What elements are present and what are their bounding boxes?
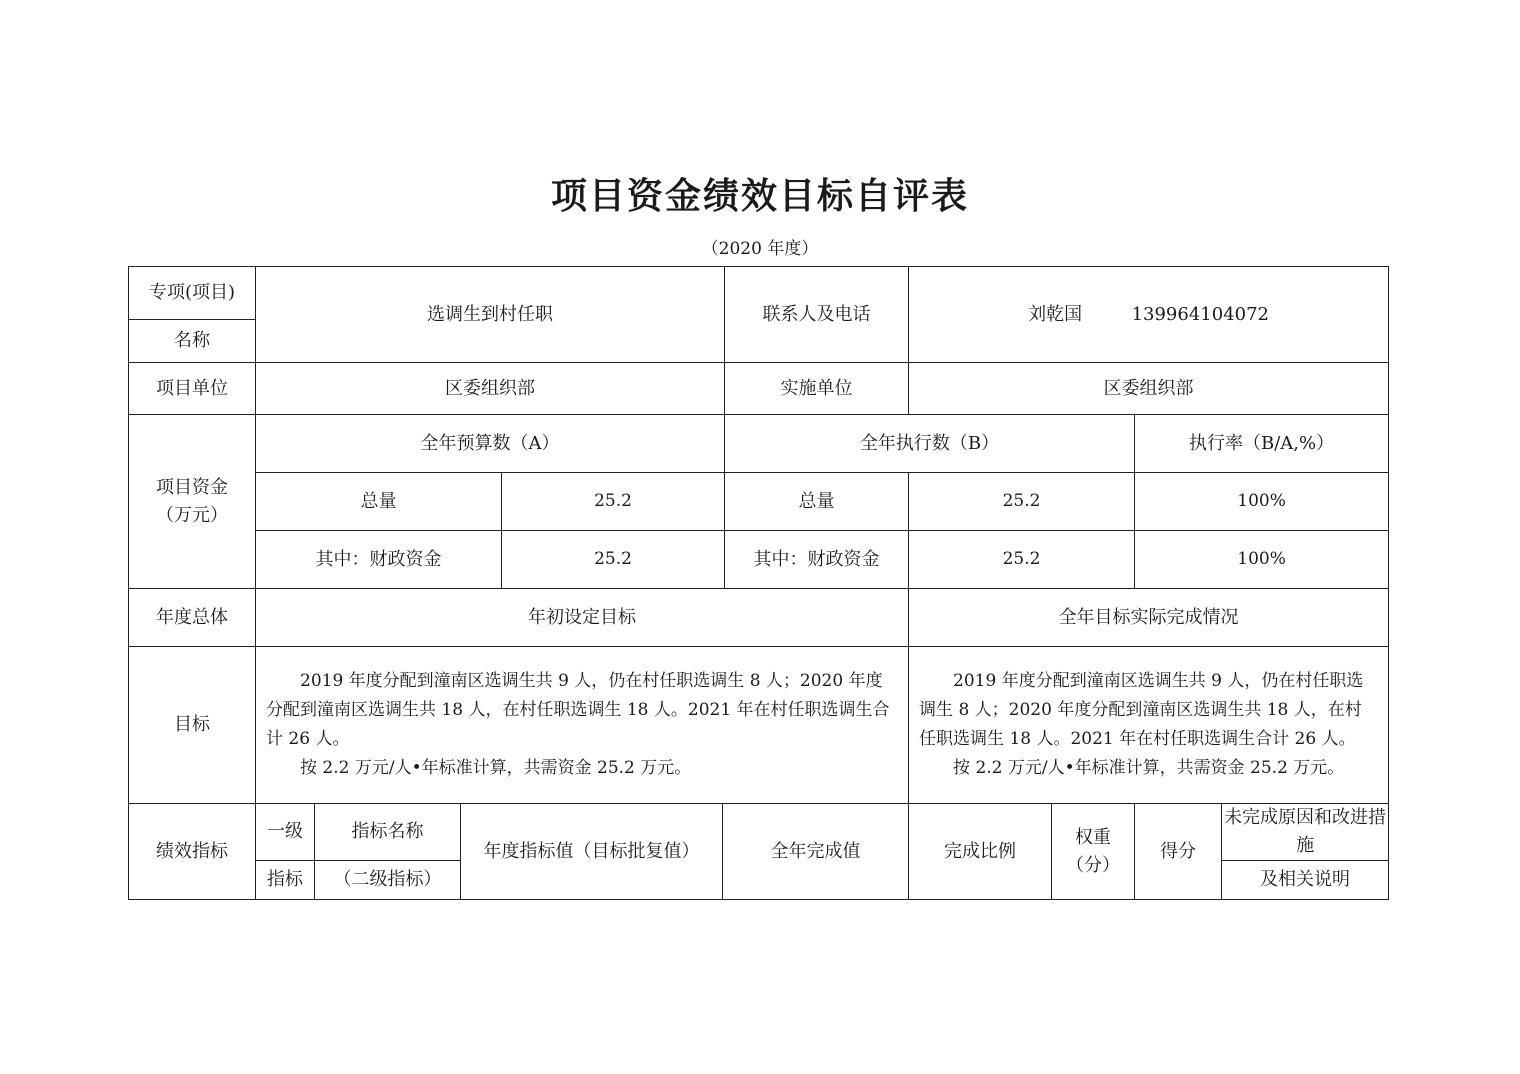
annual-value-header: 年度指标值（目标批复值） xyxy=(461,804,723,900)
reason-a: 未完成原因和改进措施 xyxy=(1222,804,1389,861)
rate-fiscal: 100% xyxy=(1135,531,1389,589)
project-name-label-1: 专项(项目) xyxy=(129,267,256,320)
exec-total-label: 总量 xyxy=(725,473,909,531)
budget-fiscal-label: 其中：财政资金 xyxy=(256,531,502,589)
exec-fiscal: 25.2 xyxy=(909,531,1135,589)
project-unit-label: 项目单位 xyxy=(129,363,256,415)
budget-total-label: 总量 xyxy=(256,473,502,531)
actual-p2: 按 2.2 万元/人•年标准计算，共需资金 25.2 万元。 xyxy=(953,758,1345,778)
weight-a: 权重 xyxy=(1075,826,1112,848)
project-name-label-2: 名称 xyxy=(129,320,256,363)
funds-label-1: 项目资金 xyxy=(156,476,228,498)
annual-overall-label: 年度总体 xyxy=(129,589,256,647)
contact-phone: 139964104072 xyxy=(1131,303,1270,325)
initial-target-header: 年初设定目标 xyxy=(256,589,909,647)
indicator-name-a: 指标名称 xyxy=(315,804,461,861)
level1-a: 一级 xyxy=(256,804,315,861)
actual-text xyxy=(909,647,1389,804)
actual-header: 全年目标实际完成情况 xyxy=(909,589,1389,647)
self-evaluation-table xyxy=(128,266,1389,900)
page-subtitle: （2020 年度） xyxy=(701,239,819,259)
initial-target-p2: 按 2.2 万元/人•年标准计算，共需资金 25.2 万元。 xyxy=(300,758,692,778)
exec-total: 25.2 xyxy=(909,473,1135,531)
initial-target-p1: 2019 年度分配到潼南区选调生共 9 人，仍在村任职选调生 8 人；2020 年度分配到潼南区选调生共 18 人，在村任职选调生 18 人。2021 年在村任职选调生合计 26 人。 xyxy=(266,671,890,749)
level1-b: 指标 xyxy=(256,861,315,900)
full-year-value-header: 全年完成值 xyxy=(723,804,909,900)
perf-label: 绩效指标 xyxy=(129,804,256,900)
weight-header xyxy=(1052,804,1135,900)
reason-b: 及相关说明 xyxy=(1222,861,1389,900)
exec-header: 全年执行数（B） xyxy=(725,415,1135,473)
completion-ratio-header: 完成比例 xyxy=(909,804,1052,900)
page-title: 项目资金绩效目标自评表 xyxy=(550,175,969,217)
budget-header: 全年预算数（A） xyxy=(256,415,725,473)
funds-label xyxy=(129,415,256,589)
impl-unit-label: 实施单位 xyxy=(725,363,909,415)
budget-total: 25.2 xyxy=(502,473,725,531)
target-label: 目标 xyxy=(129,647,256,804)
weight-b: （分） xyxy=(1066,854,1121,876)
indicator-name-b: （二级指标） xyxy=(315,861,461,900)
contact-label: 联系人及电话 xyxy=(725,267,909,363)
actual-p1: 2019 年度分配到潼南区选调生共 9 人，仍在村任职选调生 8 人；2020 年度分配到潼南区选调生共 18 人，在村任职选调生 18 人。2021 年在村任职选调生合计 26 人。 xyxy=(919,671,1364,749)
initial-target-text xyxy=(256,647,909,804)
impl-unit: 区委组织部 xyxy=(909,363,1389,415)
funds-label-2: （万元） xyxy=(156,504,228,526)
score-header: 得分 xyxy=(1135,804,1222,900)
project-unit: 区委组织部 xyxy=(256,363,725,415)
rate-header: 执行率（B/A,%） xyxy=(1135,415,1389,473)
rate-total: 100% xyxy=(1135,473,1389,531)
budget-fiscal: 25.2 xyxy=(502,531,725,589)
contact-name: 刘乾国 xyxy=(1028,303,1083,325)
project-name: 选调生到村任职 xyxy=(256,267,725,363)
contact-cell xyxy=(909,267,1389,363)
exec-fiscal-label: 其中：财政资金 xyxy=(725,531,909,589)
